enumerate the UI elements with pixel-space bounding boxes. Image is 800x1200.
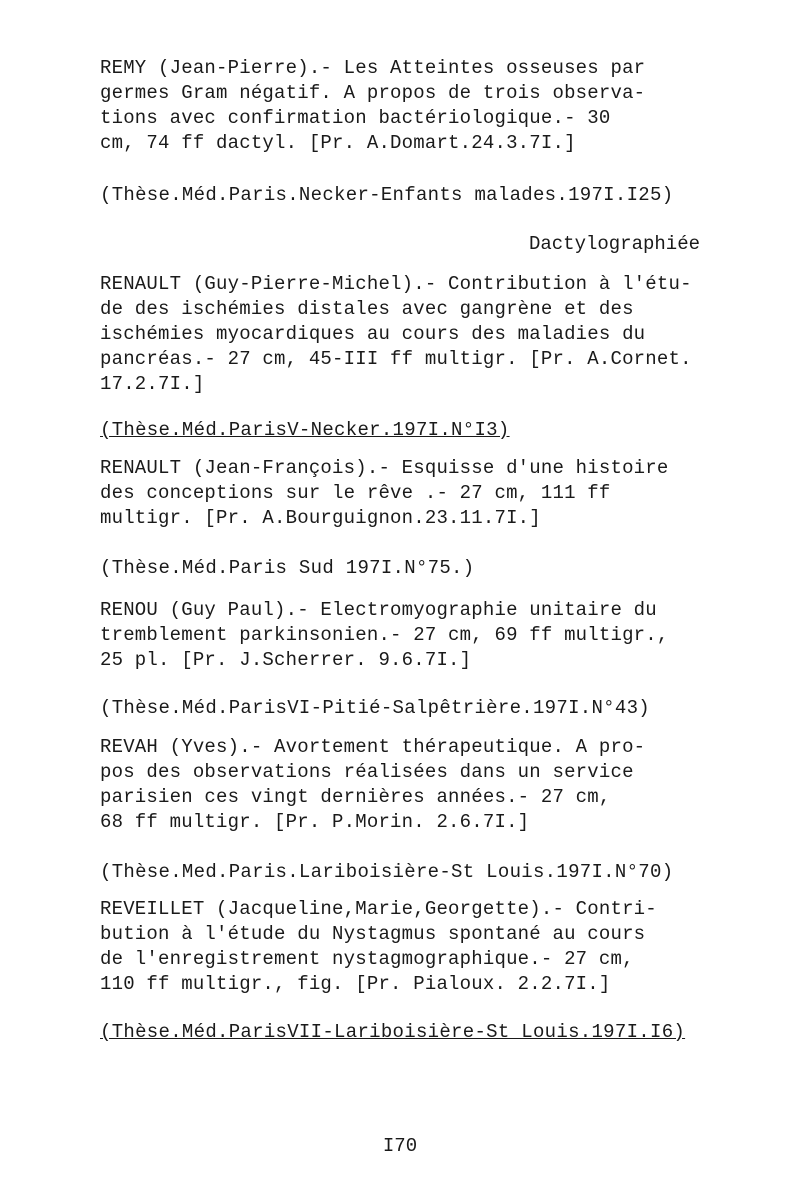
entry-line: multigr. [Pr. A.Bourguignon.23.11.7I.] [100,507,541,529]
catalog-entry [100,56,740,156]
entry-line: de des ischémies distales avec gangrène et des [100,298,634,320]
entry-line: pancréas.- 27 cm, 45-III ff multigr. [Pr. A.Cornet. [100,348,692,370]
thesis-reference: (Thèse.Méd.ParisVI-Pitié-Salpêtrière.197I.N°43) [100,697,650,719]
entry-line: RENOU (Guy Paul).- Electromyographie unitaire du [100,599,657,621]
catalog-entry [100,897,740,997]
catalog-entry [100,272,740,397]
thesis-reference: (Thèse.Méd.ParisV-Necker.197I.N°I3) [100,419,510,441]
entry-line: de l'enregistrement nystagmographique.- 27 cm, [100,948,634,970]
entry-line: RENAULT (Guy-Pierre-Michel).- Contribution à l'étu- [100,273,692,295]
catalog-entry [100,735,740,835]
thesis-reference: (Thèse.Méd.ParisVII-Lariboisière-St Louis.197I.I6) [100,1021,686,1043]
catalog-entry [100,598,740,673]
entry-line: cm, 74 ff dactyl. [Pr. A.Domart.24.3.7I.] [100,132,576,154]
page-number: I70 [382,1135,418,1157]
entry-line: ischémies myocardiques au cours des maladies du [100,323,646,345]
entry-line: 110 ff multigr., fig. [Pr. Pialoux. 2.2.7I.] [100,973,611,995]
entry-line: tremblement parkinsonien.- 27 cm, 69 ff multigr., [100,624,669,646]
entry-line: REVAH (Yves).- Avortement thérapeutique. A pro- [100,736,646,758]
entry-line: REVEILLET (Jacqueline,Marie,Georgette).- Contri- [100,898,657,920]
thesis-reference: (Thèse.Med.Paris.Lariboisière-St Louis.197I.N°70) [100,861,674,883]
typescript-note: Dactylographiée [528,233,700,255]
entry-line: bution à l'étude du Nystagmus spontané au cours [100,923,646,945]
entry-line: pos des observations réalisées dans un service [100,761,634,783]
entry-line: 68 ff multigr. [Pr. P.Morin. 2.6.7I.] [100,811,530,833]
entry-line: des conceptions sur le rêve .- 27 cm, 111 ff [100,482,611,504]
thesis-reference: (Thèse.Méd.Paris.Necker-Enfants malades.197I.I25) [100,184,674,206]
entry-line: REMY (Jean-Pierre).- Les Atteintes osseuses par [100,57,646,79]
entry-line: tions avec confirmation bactériologique.- 30 [100,107,611,129]
entry-line: germes Gram négatif. A propos de trois observa- [100,82,646,104]
entry-line: RENAULT (Jean-François).- Esquisse d'une histoire [100,457,669,479]
thesis-reference: (Thèse.Méd.Paris Sud 197I.N°75.) [100,557,475,579]
entry-line: parisien ces vingt dernières années.- 27 cm, [100,786,611,808]
entry-line: 17.2.7I.] [100,373,205,395]
catalog-entry [100,456,740,531]
entry-line: 25 pl. [Pr. J.Scherrer. 9.6.7I.] [100,649,472,671]
